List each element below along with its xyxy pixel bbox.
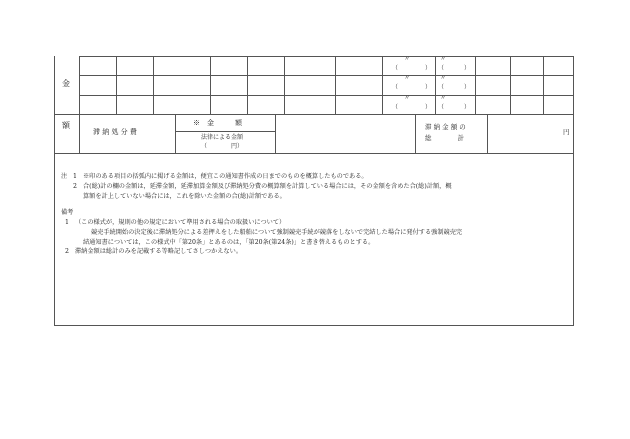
table-line	[510, 56, 511, 114]
biko-text: 滞納金額は総計のみを記載する等略記してさしつかえない。	[75, 248, 243, 256]
legal-amount-paren: （ 円）	[201, 143, 244, 150]
table-line	[475, 56, 476, 114]
biko-label: 備考	[61, 208, 74, 216]
paren-close: ）	[464, 84, 471, 91]
table-line	[175, 131, 275, 132]
paren-open: （	[392, 65, 399, 72]
biko-number: 2	[65, 248, 69, 256]
table-line	[284, 56, 285, 114]
yen-unit: 円	[563, 128, 570, 136]
biko-heading	[61, 208, 571, 218]
biko-1-cont2	[61, 238, 571, 248]
table-line	[435, 56, 436, 114]
paren-close: ）	[425, 104, 432, 111]
table-line	[247, 56, 248, 114]
note-prefix: 注	[61, 173, 68, 180]
legal-amount-label: 法律による金額	[201, 134, 244, 141]
note-2-cont	[61, 192, 571, 202]
total-label-line2: 総 計	[425, 134, 464, 142]
side-label-gaku: 額	[62, 121, 70, 130]
table-line	[382, 56, 383, 114]
paren-close: ）	[464, 65, 471, 72]
table-line	[175, 114, 176, 153]
table-line	[543, 56, 544, 114]
ditto-mark: 〃	[404, 75, 411, 82]
biko-text: 競売手続開始の決定後に滞納処分による差押えをした船舶について強制競売手続が競落をしないで完結した場合に発付する強制競売完	[91, 228, 463, 236]
note-text: 合(総)計の欄の金額は，延滞金額，延滞加算金額及び滞納処分費の概算額を計算している場合には，その金額を含めた合(総)計額，概	[83, 182, 452, 190]
table-line	[55, 153, 573, 154]
table-line	[153, 56, 154, 114]
ditto-mark: 〃	[440, 95, 447, 102]
table-line	[335, 56, 336, 114]
paren-open: （	[392, 84, 399, 91]
table-line	[487, 114, 488, 153]
biko-number: 1	[65, 218, 69, 226]
table-line	[210, 56, 211, 114]
paren-open: （	[438, 84, 445, 91]
note-number: 2	[73, 182, 77, 190]
biko-text: （この様式が，規則の他の規定において準用される場合の取扱いについて）	[75, 218, 286, 226]
side-label-kin: 金	[62, 79, 70, 88]
paren-open: （	[438, 104, 445, 111]
ditto-mark: 〃	[404, 56, 411, 63]
paren-close: ）	[464, 104, 471, 111]
table-line	[55, 114, 573, 115]
paren-close: ）	[425, 84, 432, 91]
biko-1	[61, 218, 571, 228]
total-label-line1: 滞 納 金 額 の	[425, 123, 466, 131]
paren-open: （	[392, 104, 399, 111]
note-2	[61, 182, 571, 192]
amount-header: ※ 金 額	[193, 119, 242, 127]
ditto-mark: 〃	[404, 95, 411, 102]
ditto-mark: 〃	[440, 75, 447, 82]
paren-close: ）	[425, 65, 432, 72]
biko-2	[61, 247, 571, 257]
biko-1-cont	[61, 228, 571, 238]
fee-label: 滞 納 処 分 費	[93, 128, 137, 136]
table-line	[415, 114, 416, 153]
table-line	[116, 56, 117, 114]
ditto-mark: 〃	[440, 56, 447, 63]
biko-text: 結通知書については，この様式中「第20条」とあるのは，「第20条(第24条)」と書き替えるものとする。	[83, 238, 375, 246]
table-line	[275, 114, 276, 153]
form-frame	[54, 56, 574, 326]
note-number: 1	[73, 173, 77, 180]
notes-section	[61, 172, 571, 257]
note-text: ※印のある項目の括弧内に掲げる金額は，便宜この通知書作成の日までのものを概算したものである。	[83, 173, 368, 180]
table-line	[79, 56, 80, 153]
note-1	[61, 172, 571, 182]
amount-table	[55, 56, 573, 153]
paren-open: （	[438, 65, 445, 72]
note-text: 算額を計上していない場合には，これを除いた金額の合(総)計額である。	[83, 192, 286, 200]
